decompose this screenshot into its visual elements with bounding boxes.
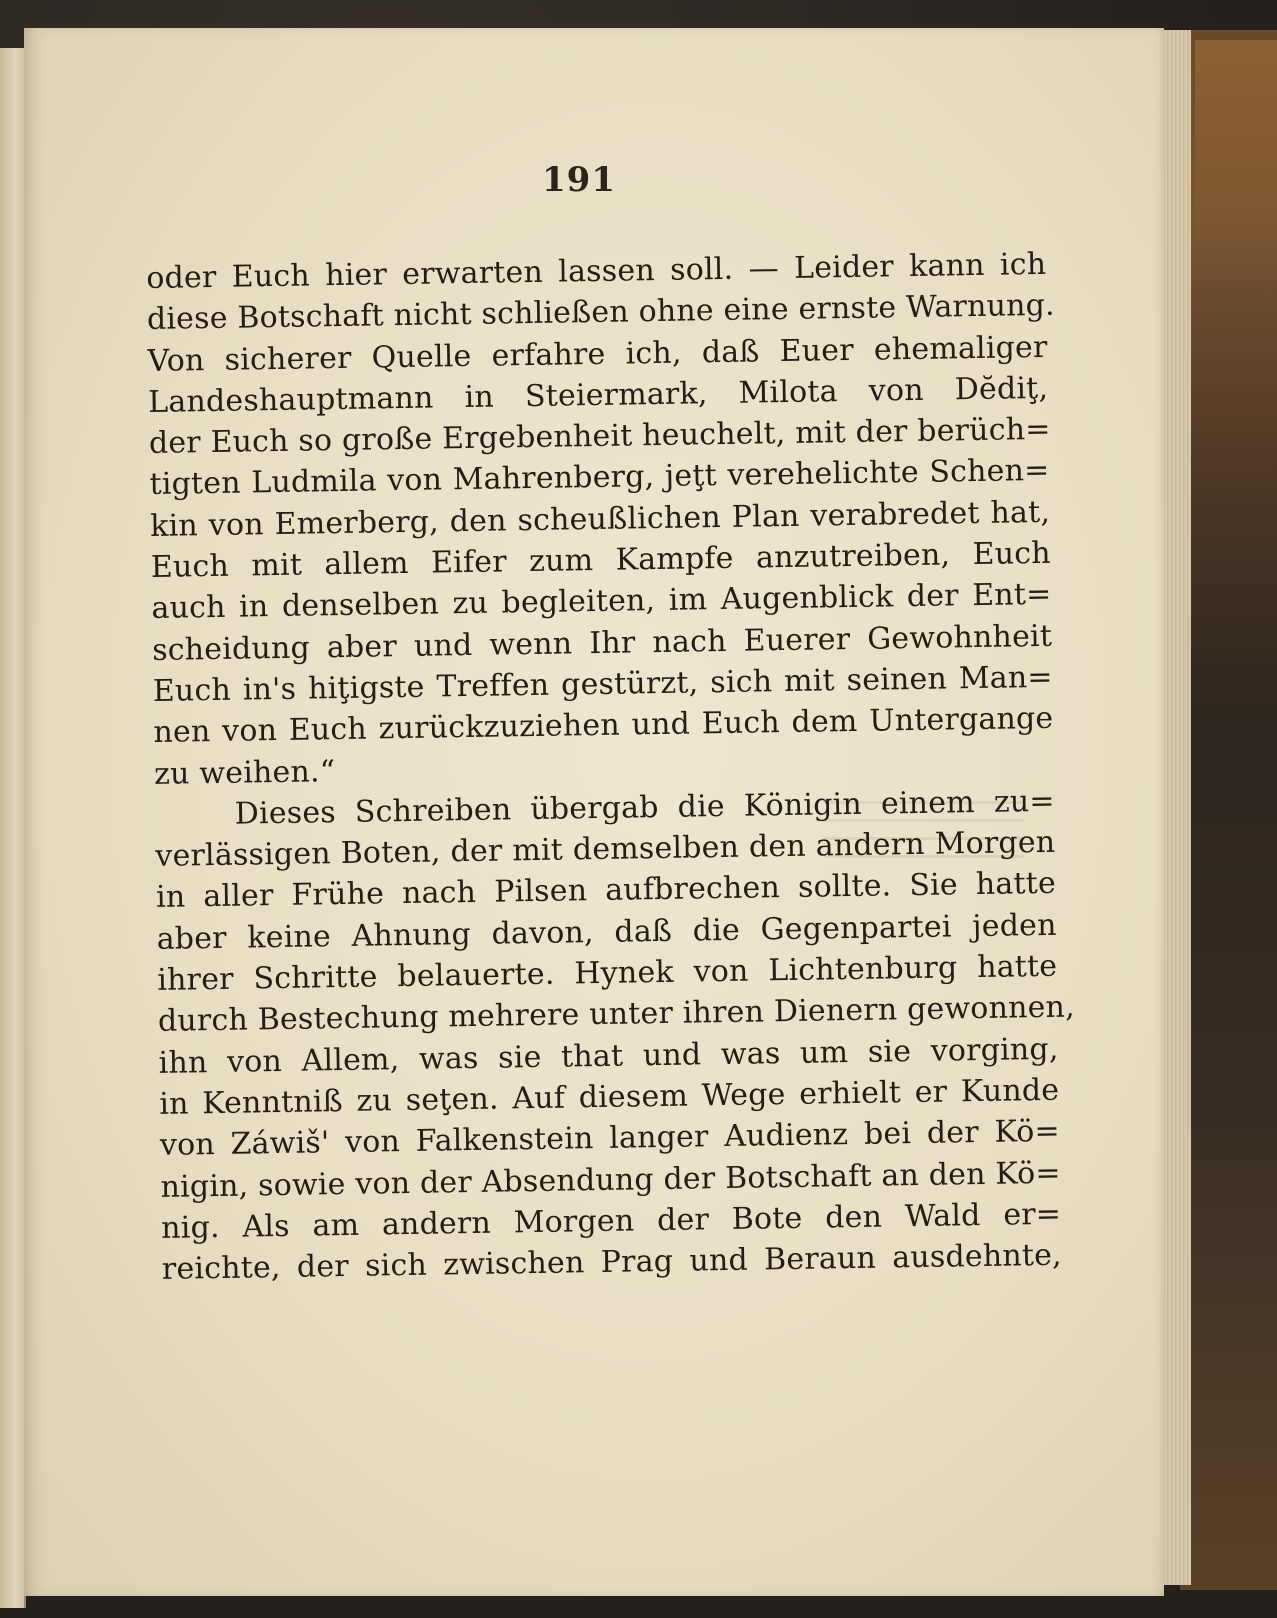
text-line: nigin, sowie von der Absendung der Botschaft an den Kö= [160,1155,1061,1205]
text-line: ihn von Allem, was sie that und was um sie vorging, [158,1031,1059,1081]
text-line: Euch mit allem Eifer zum Kampfe anzutreiben, Euch [150,535,1052,586]
text-line: Landeshauptmann in Steiermark, Milota von Dĕdiţ, [147,370,1049,420]
book-page [24,28,1164,1596]
text-line: von Záwiš' von Falkenstein langer Audienz bei der Kö= [159,1113,1061,1164]
text-line: oder Euch hier erwarten lassen soll. — Leider kann ich [146,246,1047,296]
page-text [146,244,1076,1290]
text-line: reichte, der sich zwischen Prag und Beraun ausdehnte, [161,1237,1063,1287]
text-line: auch in denselben zu begleiten, im Augenblick der Ent= [151,577,1052,627]
previous-page-edge [0,48,26,1608]
cover-edge [1195,40,1277,240]
text-line: tigten Ludmila von Mahrenberg, jeţt verehelichte Schen= [149,453,1050,503]
text-line: zu weihen.“ [153,753,336,792]
text-line: nen von Euch zurückzuziehen und Euch dem Untergange [153,701,1054,751]
text-line: Euch in's hiţigste Treffen gestürzt, sich mit seinen Man= [152,659,1053,709]
page-number: 191 [542,160,616,200]
text-line: kin von Emerberg, den scheußlichen Plan verabredet hat, [149,494,1051,544]
text-line: diese Botschaft nicht schließen ohne eine ernste Warnung. [146,288,1056,338]
book-cover [1180,30,1277,1590]
page-block-edges [1160,30,1191,1585]
text-line: Von sicherer Quelle erfahre ich, daß Euer ehemaliger [147,329,1048,379]
text-line: der Euch so große Ergebenheit heuchelt, mit der berüch= [148,412,1051,462]
text-line: aber keine Ahnung davon, daß die Gegenpartei jeden [156,907,1057,957]
text-line: verlässigen Boten, der mit demselben den andern Morgen [155,824,1056,875]
text-line: scheidung aber und wenn Ihr nach Euerer Gewohnheit [151,618,1053,668]
text-line: in Kenntniß zu seţen. Auf diesem Wege erhielt er Kunde [159,1072,1060,1122]
text-line: nig. Als am andern Morgen der Bote den Wald er= [160,1196,1062,1246]
text-line: durch Bestechung mehrere unter ihren Dienern gewonnen, [157,989,1076,1040]
text-line: Dieses Schreiben übergab die Königin einem zu= [234,783,1055,832]
text-line: in aller Frühe nach Pilsen aufbrechen sollte. Sie hatte [155,866,1057,916]
text-line: ihrer Schritte belauerte. Hynek von Lichtenburg hatte [157,948,1058,998]
